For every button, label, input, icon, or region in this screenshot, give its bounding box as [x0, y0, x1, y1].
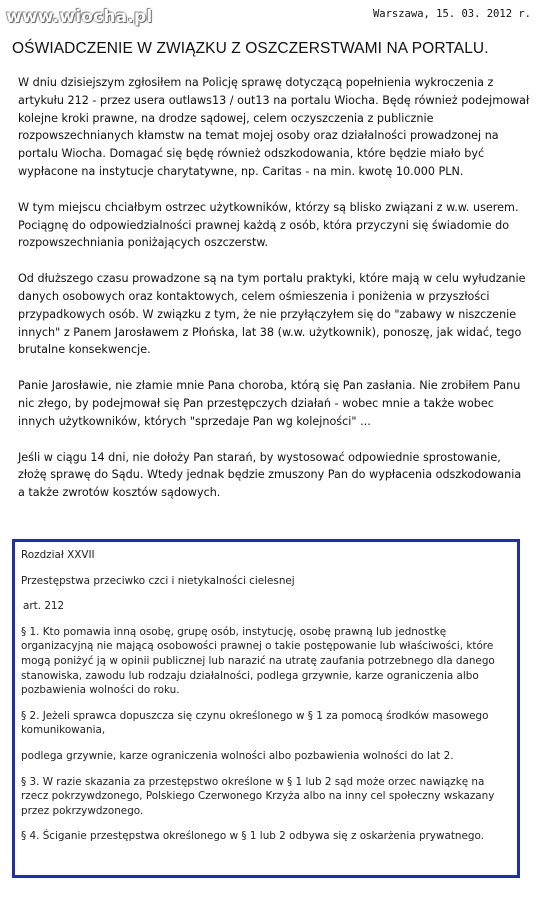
document-date: Warszawa, 15. 03. 2012 r.	[372, 8, 531, 20]
paragraph-police-report: W dniu dzisiejszym zgłosiłem na Policję sprawę dotyczącą popełnienia wykroczenia z artykułu 212 - przez usera outlaws13 / out13 na portalu Wiocha. Będę również podejmował kolejne kroki prawne, na drodze sądowej, celem oczyszczenia z publicznie rozpowszechnianych kłamstw na temat mojej osoby oraz działalności prowadzonej na portalu Wiocha. Domagać się będę również odszkodowania, które będzie miało być wypłacone na instytucje charytatywne, np. Caritas - na min. kwotę 10.000 PLN.	[18, 76, 530, 178]
legal-excerpt-box	[12, 539, 520, 878]
site-watermark: www.wiocha.pl	[6, 7, 153, 27]
legal-heading: Przestępstwa przeciwko czci i nietykalności cielesnej	[21, 574, 295, 587]
legal-section-2-penalty: podlega grzywnie, karze ograniczenia wolności albo pozbawienia wolności do lat 2.	[21, 749, 454, 762]
paragraph-warning: W tym miejscu chciałbym ostrzec użytkowników, którzy są blisko związani z w.w. userem. Pociągnę do odpowiedzialności prawnej każdą z osób, która przyczyni się świadomie do rozpowszechniania poniżających oszczerstw.	[18, 200, 519, 250]
paragraph-ultimatum: Jeśli w ciągu 14 dni, nie dołoży Pan starań, by wystosować odpowiednie sprostowanie, złożę sprawę do Sądu. Wtedy jednak będzie zmuszony Pan do wypłacenia odszkodowania a także zwrotów kosztów sądowych.	[18, 450, 522, 500]
legal-section-4: § 4. Ściganie przestępstwa określonego w § 1 lub 2 odbywa się z oskarżenia prywatnego.	[21, 830, 484, 843]
legal-article: art. 212	[23, 600, 65, 613]
statement-body	[18, 74, 530, 520]
legal-chapter: Rozdział XXVII	[21, 549, 95, 561]
paragraph-address: Panie Jarosławie, nie złamie mnie Pana choroba, którą się Pan zasłania. Nie zrobiłem Panu nic złego, by podejmował się Pan przestępczych działań - wobec mnie a także wobec innych użytkowników, których "sprzedaje Pan wg kolejności" ...	[18, 379, 521, 428]
document-title: OŚWIADCZENIE W ZWIĄZKU Z OSZCZERSTWAMI NA PORTALU.	[12, 40, 489, 57]
legal-section-1: § 1. Kto pomawia inną osobę, grupę osób, instytucję, osobę prawną lub jednostkę organizacyjną nie mającą osobowości prawnej o takie postępowanie lub właściwości, które mogą poniżyć ją w opinii publicznej lub narazić na utratę zaufania potrzebnego dla danego stanowiska, zawodu lub rodzaju działalności, podlega grzywnie, karze ograniczenia albo pozbawienia wolności do roku.	[21, 625, 495, 697]
legal-section-2: § 2. Jeżeli sprawca dopuszcza się czynu określonego w § 1 za pomocą środków masowego komunikowania,	[21, 709, 489, 737]
legal-section-3: § 3. W razie skazania za przestępstwo określone w § 1 lub 2 sąd może orzec nawiązkę na rzecz pokrzywdzonego, Polskiego Czerwonego Krzyża albo na inny cel społeczny wskazany przez pokrzywdzonego.	[21, 775, 495, 817]
paragraph-practices: Od dłuższego czasu prowadzone są na tym portalu praktyki, które mają w celu wyłudzanie danych osobowych oraz kontaktowych, celem ośmieszenia i poniżenia w przyszłości przypadkowych osób. W związku z tym, że nie przyłączyłem się do "zabawy w niszczenie innych" z Panem Jarosławem z Płońska, lat 38 (w.w. użytkownik), ponoszę, jak widać, tego brutalne konsekwencje.	[18, 272, 526, 357]
